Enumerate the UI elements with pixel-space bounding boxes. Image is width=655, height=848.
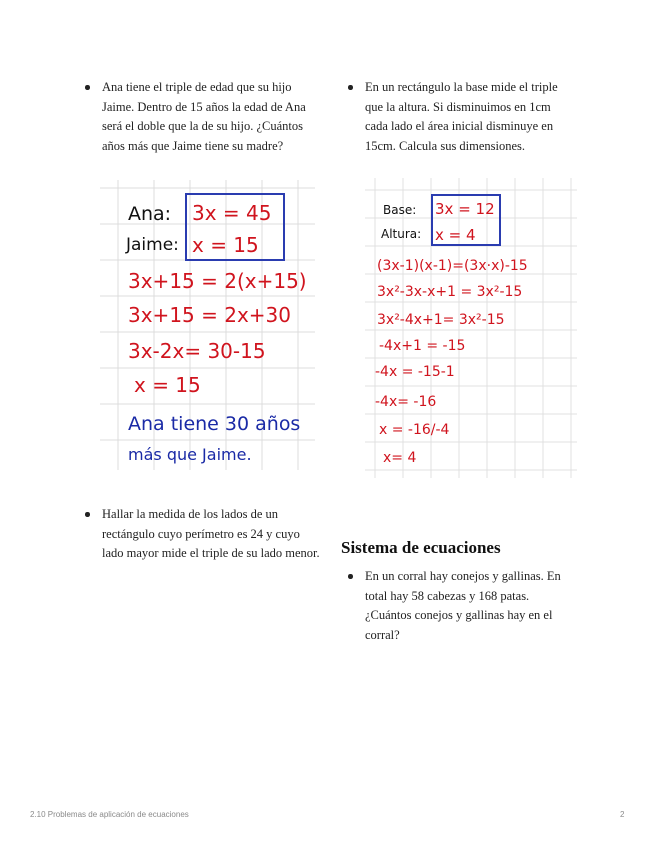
step-1: 3x+15 = 2(x+15) [128, 269, 307, 293]
solution-rect-svg [365, 178, 577, 478]
step-5: -4x = -15-1 [375, 364, 455, 380]
problem-corral-block [345, 567, 575, 645]
problem-list [345, 78, 575, 156]
problem-perimetro-block [82, 505, 322, 564]
step-2: 3x+15 = 2x+30 [128, 303, 292, 327]
altura-label: Altura: [381, 227, 422, 241]
jaime-equation: x = 15 [192, 233, 259, 257]
altura-equation: x = 4 [435, 226, 476, 244]
step-1: (3x-1)(x-1)=(3x·x)-15 [377, 258, 528, 274]
solution-rect-image [365, 178, 577, 478]
ana-label: Ana: [128, 203, 172, 225]
solution-ana-svg [100, 180, 315, 470]
solution-ana-image [100, 180, 315, 470]
problem-ana-text: Ana tiene el triple de edad que su hijo Jaime. Dentro de 15 años la edad de Ana será el doble que la de su hijo. ¿Cuántos años más que Jaime tiene su madre? [82, 78, 322, 156]
problem-rect-block [345, 78, 575, 156]
base-label: Base: [383, 203, 417, 217]
base-equation: 3x = 12 [435, 200, 495, 218]
step-4: -4x+1 = -15 [379, 338, 466, 354]
step-8: x= 4 [383, 450, 417, 466]
problem-corral-text: En un corral hay conejos y gallinas. En total hay 58 cabezas y 168 patas. ¿Cuántos conejos y gallinas hay en el corral? [345, 567, 575, 645]
footer-title: 2.10 Problemas de aplicación de ecuaciones [30, 810, 189, 819]
page-number: 2 [620, 810, 625, 819]
problem-list [345, 567, 575, 645]
problem-ana-block [82, 78, 322, 156]
problem-list [82, 505, 322, 564]
step-6: -4x= -16 [375, 394, 437, 410]
section-title: Sistema de ecuaciones [341, 538, 501, 557]
step-4: x = 15 [134, 373, 201, 397]
step-7: x = -16/-4 [379, 422, 450, 438]
ana-equation: 3x = 45 [192, 201, 272, 225]
step-3: 3x²-4x+1= 3x²-15 [377, 312, 505, 328]
problem-list [82, 78, 322, 156]
jaime-label: Jaime: [126, 235, 179, 255]
answer-line-2: más que Jaime. [128, 445, 252, 464]
answer-line-1: Ana tiene 30 años [128, 413, 301, 435]
problem-rect-text: En un rectángulo la base mide el triple que la altura. Si disminuimos en 1cm cada lado el área inicial disminuye en 15cm. Calcula sus dimensiones. [345, 78, 575, 156]
step-2: 3x²-3x-x+1 = 3x²-15 [377, 284, 523, 300]
step-3: 3x-2x= 30-15 [128, 339, 266, 363]
problem-perimetro-text: Hallar la medida de los lados de un rectángulo cuyo perímetro es 24 y cuyo lado mayor mide el triple de su lado menor. [82, 505, 322, 564]
